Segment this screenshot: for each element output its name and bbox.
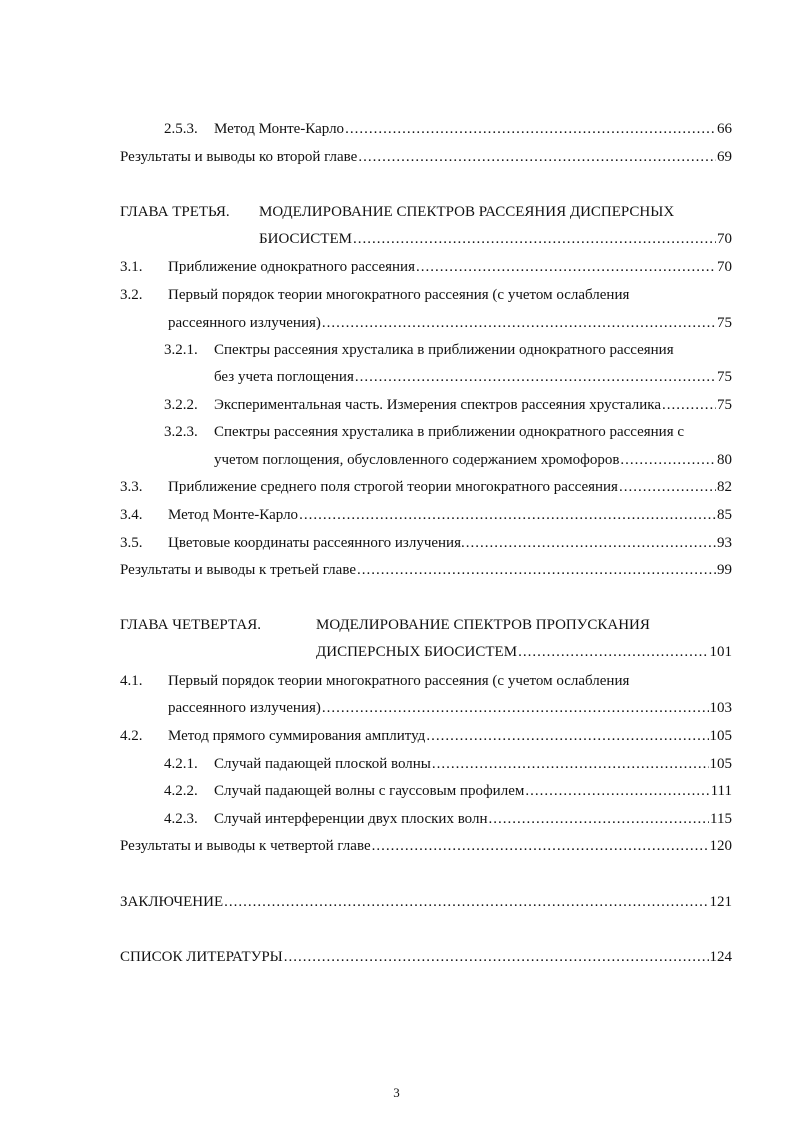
leader-dots (426, 727, 708, 745)
toc-page-number: 121 (709, 894, 732, 910)
toc-entry-3-5 (168, 534, 732, 552)
toc-entry-text-line-1: Спектры рассеяния хрусталика в приближении однократного рассеяния с (214, 424, 685, 440)
toc-entry-4-2-3 (214, 810, 732, 828)
leader-dots (299, 506, 716, 524)
toc-entry-3-3 (168, 478, 732, 496)
toc-entry-chapter-3 (259, 230, 732, 248)
toc-entry-3-4 (168, 506, 732, 524)
toc-entry-3-2-3 (214, 451, 732, 469)
toc-entry-4-2-2 (214, 782, 732, 800)
toc-entry-text: Экспериментальная часть. Измерения спектров рассеяния хрусталика (214, 397, 662, 413)
toc-page-number: 124 (709, 949, 732, 965)
toc-page-number: 85 (717, 507, 732, 523)
toc-entry-3-2-2 (214, 396, 732, 414)
toc-num: 4.2. (120, 728, 143, 744)
toc-entry-results-3 (120, 561, 732, 579)
page-number: 3 (393, 1085, 400, 1100)
toc-entry-text: Метод Монте-Карло (214, 121, 345, 137)
leader-dots (372, 837, 709, 855)
leader-dots (357, 561, 716, 579)
toc-page-number: 101 (709, 644, 732, 660)
toc-page-number: 80 (717, 452, 732, 468)
toc-num: 3.5. (120, 535, 143, 551)
toc-num: 4.2.1. (164, 756, 198, 772)
leader-dots (358, 148, 716, 166)
toc-entry-text-line-2: рассеянного излучения) (168, 315, 321, 331)
toc-num: 3.2. (120, 287, 143, 303)
toc-entry-3-1 (168, 258, 732, 276)
chapter-title-line-1: МОДЕЛИРОВАНИЕ СПЕКТРОВ РАССЕЯНИЯ ДИСПЕРСНЫХ (259, 204, 675, 220)
toc-entry-text-line-1: Спектры рассеяния хрусталика в приближении однократного рассеяния (214, 342, 674, 358)
toc-entry-text-line-2: учетом поглощения, обусловленного содержанием хромофоров (214, 452, 620, 468)
leader-dots (353, 230, 716, 248)
chapter-title-line-2: БИОСИСТЕМ (259, 231, 352, 247)
toc-page-number: 70 (717, 259, 732, 275)
toc-entry-text: СПИСОК ЛИТЕРАТУРЫ (120, 949, 283, 965)
toc-entry-text: Метод прямого суммирования амплитуд (168, 728, 426, 744)
toc-page-number: 99 (717, 562, 732, 578)
toc-entry-text: Приближение среднего поля строгой теории многократного рассеяния (168, 479, 618, 495)
toc-page-number: 105 (709, 756, 732, 772)
toc-page-number: 75 (717, 369, 732, 385)
toc-entry-2-5-3 (214, 120, 732, 138)
toc-entry-references (120, 948, 732, 966)
toc-entry-text: Метод Монте-Карло (168, 507, 299, 523)
toc-page-number: 70 (717, 231, 732, 247)
toc-entry-text: Результаты и выводы ко второй главе (120, 149, 358, 165)
leader-dots (662, 396, 716, 414)
toc-entry-text: Случай падающей плоской волны (214, 756, 431, 772)
toc-num: 3.3. (120, 479, 143, 495)
toc-entry-text: Результаты и выводы к третьей главе (120, 562, 356, 578)
toc-entry-results-4 (120, 837, 732, 855)
toc-num: 3.2.3. (164, 424, 198, 440)
toc-page-number: 93 (717, 535, 732, 551)
toc-page-number: 82 (717, 479, 732, 495)
leader-dots (355, 368, 716, 386)
toc-page-number: 105 (709, 728, 732, 744)
toc-entry-text-line-1: Первый порядок теории многократного рассеяния (с учетом ослабления (168, 673, 630, 689)
toc-page-number: 69 (717, 149, 732, 165)
toc-num: 3.1. (120, 259, 143, 275)
leader-dots (416, 258, 716, 276)
leader-dots (432, 755, 709, 773)
leader-dots (322, 314, 716, 332)
leader-dots (345, 120, 716, 138)
chapter-title-line-2: ДИСПЕРСНЫХ БИОСИСТЕМ (316, 644, 518, 660)
toc-num: 3.2.1. (164, 342, 198, 358)
leader-dots (620, 451, 716, 469)
toc-entry-text: Результаты и выводы к четвертой главе (120, 838, 371, 854)
toc-page-number: 75 (717, 315, 732, 331)
toc-entry-3-2 (168, 314, 732, 332)
toc-page-number: 103 (709, 700, 732, 716)
toc-entry-chapter-4 (316, 643, 732, 661)
leader-dots (525, 782, 709, 800)
toc-page-number: 111 (710, 783, 732, 799)
toc-page-number: 66 (717, 121, 732, 137)
toc-num: 2.5.3. (164, 121, 198, 137)
toc-entry-text: Цветовые координаты рассеянного излучения. (168, 535, 465, 551)
toc-entry-4-1 (168, 699, 732, 717)
toc-entry-results-2 (120, 148, 732, 166)
toc-entry-4-2 (168, 727, 732, 745)
leader-dots (284, 948, 709, 966)
leader-dots (224, 893, 708, 911)
toc-num: 3.2.2. (164, 397, 198, 413)
toc-entry-text: ЗАКЛЮЧЕНИЕ (120, 894, 224, 910)
toc-num: 4.2.3. (164, 811, 198, 827)
toc-page-number: 120 (709, 838, 732, 854)
chapter-label: ГЛАВА ЧЕТВЕРТАЯ. (120, 617, 261, 633)
toc-num: 4.2.2. (164, 783, 198, 799)
toc-entry-text-line-1: Первый порядок теории многократного рассеяния (с учетом ослабления (168, 287, 630, 303)
toc-num: 3.4. (120, 507, 143, 523)
toc-page-number: 75 (717, 397, 732, 413)
leader-dots (466, 534, 716, 552)
chapter-label: ГЛАВА ТРЕТЬЯ. (120, 204, 230, 220)
leader-dots (489, 810, 710, 828)
toc-entry-3-2-1 (214, 368, 732, 386)
toc-entry-text: Случай падающей волны с гауссовым профилем (214, 783, 525, 799)
toc-entry-text: Приближение однократного рассеяния (168, 259, 415, 275)
toc-entry-text-line-2: рассеянного излучения) (168, 700, 321, 716)
leader-dots (322, 699, 709, 717)
toc-entry-text: Случай интерференции двух плоских волн (214, 811, 488, 827)
toc-num: 4.1. (120, 673, 143, 689)
toc-entry-4-2-1 (214, 755, 732, 773)
toc-entry-conclusion (120, 893, 732, 911)
chapter-title-line-1: МОДЕЛИРОВАНИЕ СПЕКТРОВ ПРОПУСКАНИЯ (316, 617, 650, 633)
leader-dots (619, 478, 716, 496)
toc-entry-text-line-2: без учета поглощения (214, 369, 354, 385)
leader-dots (518, 643, 708, 661)
toc-page-number: 115 (710, 811, 732, 827)
